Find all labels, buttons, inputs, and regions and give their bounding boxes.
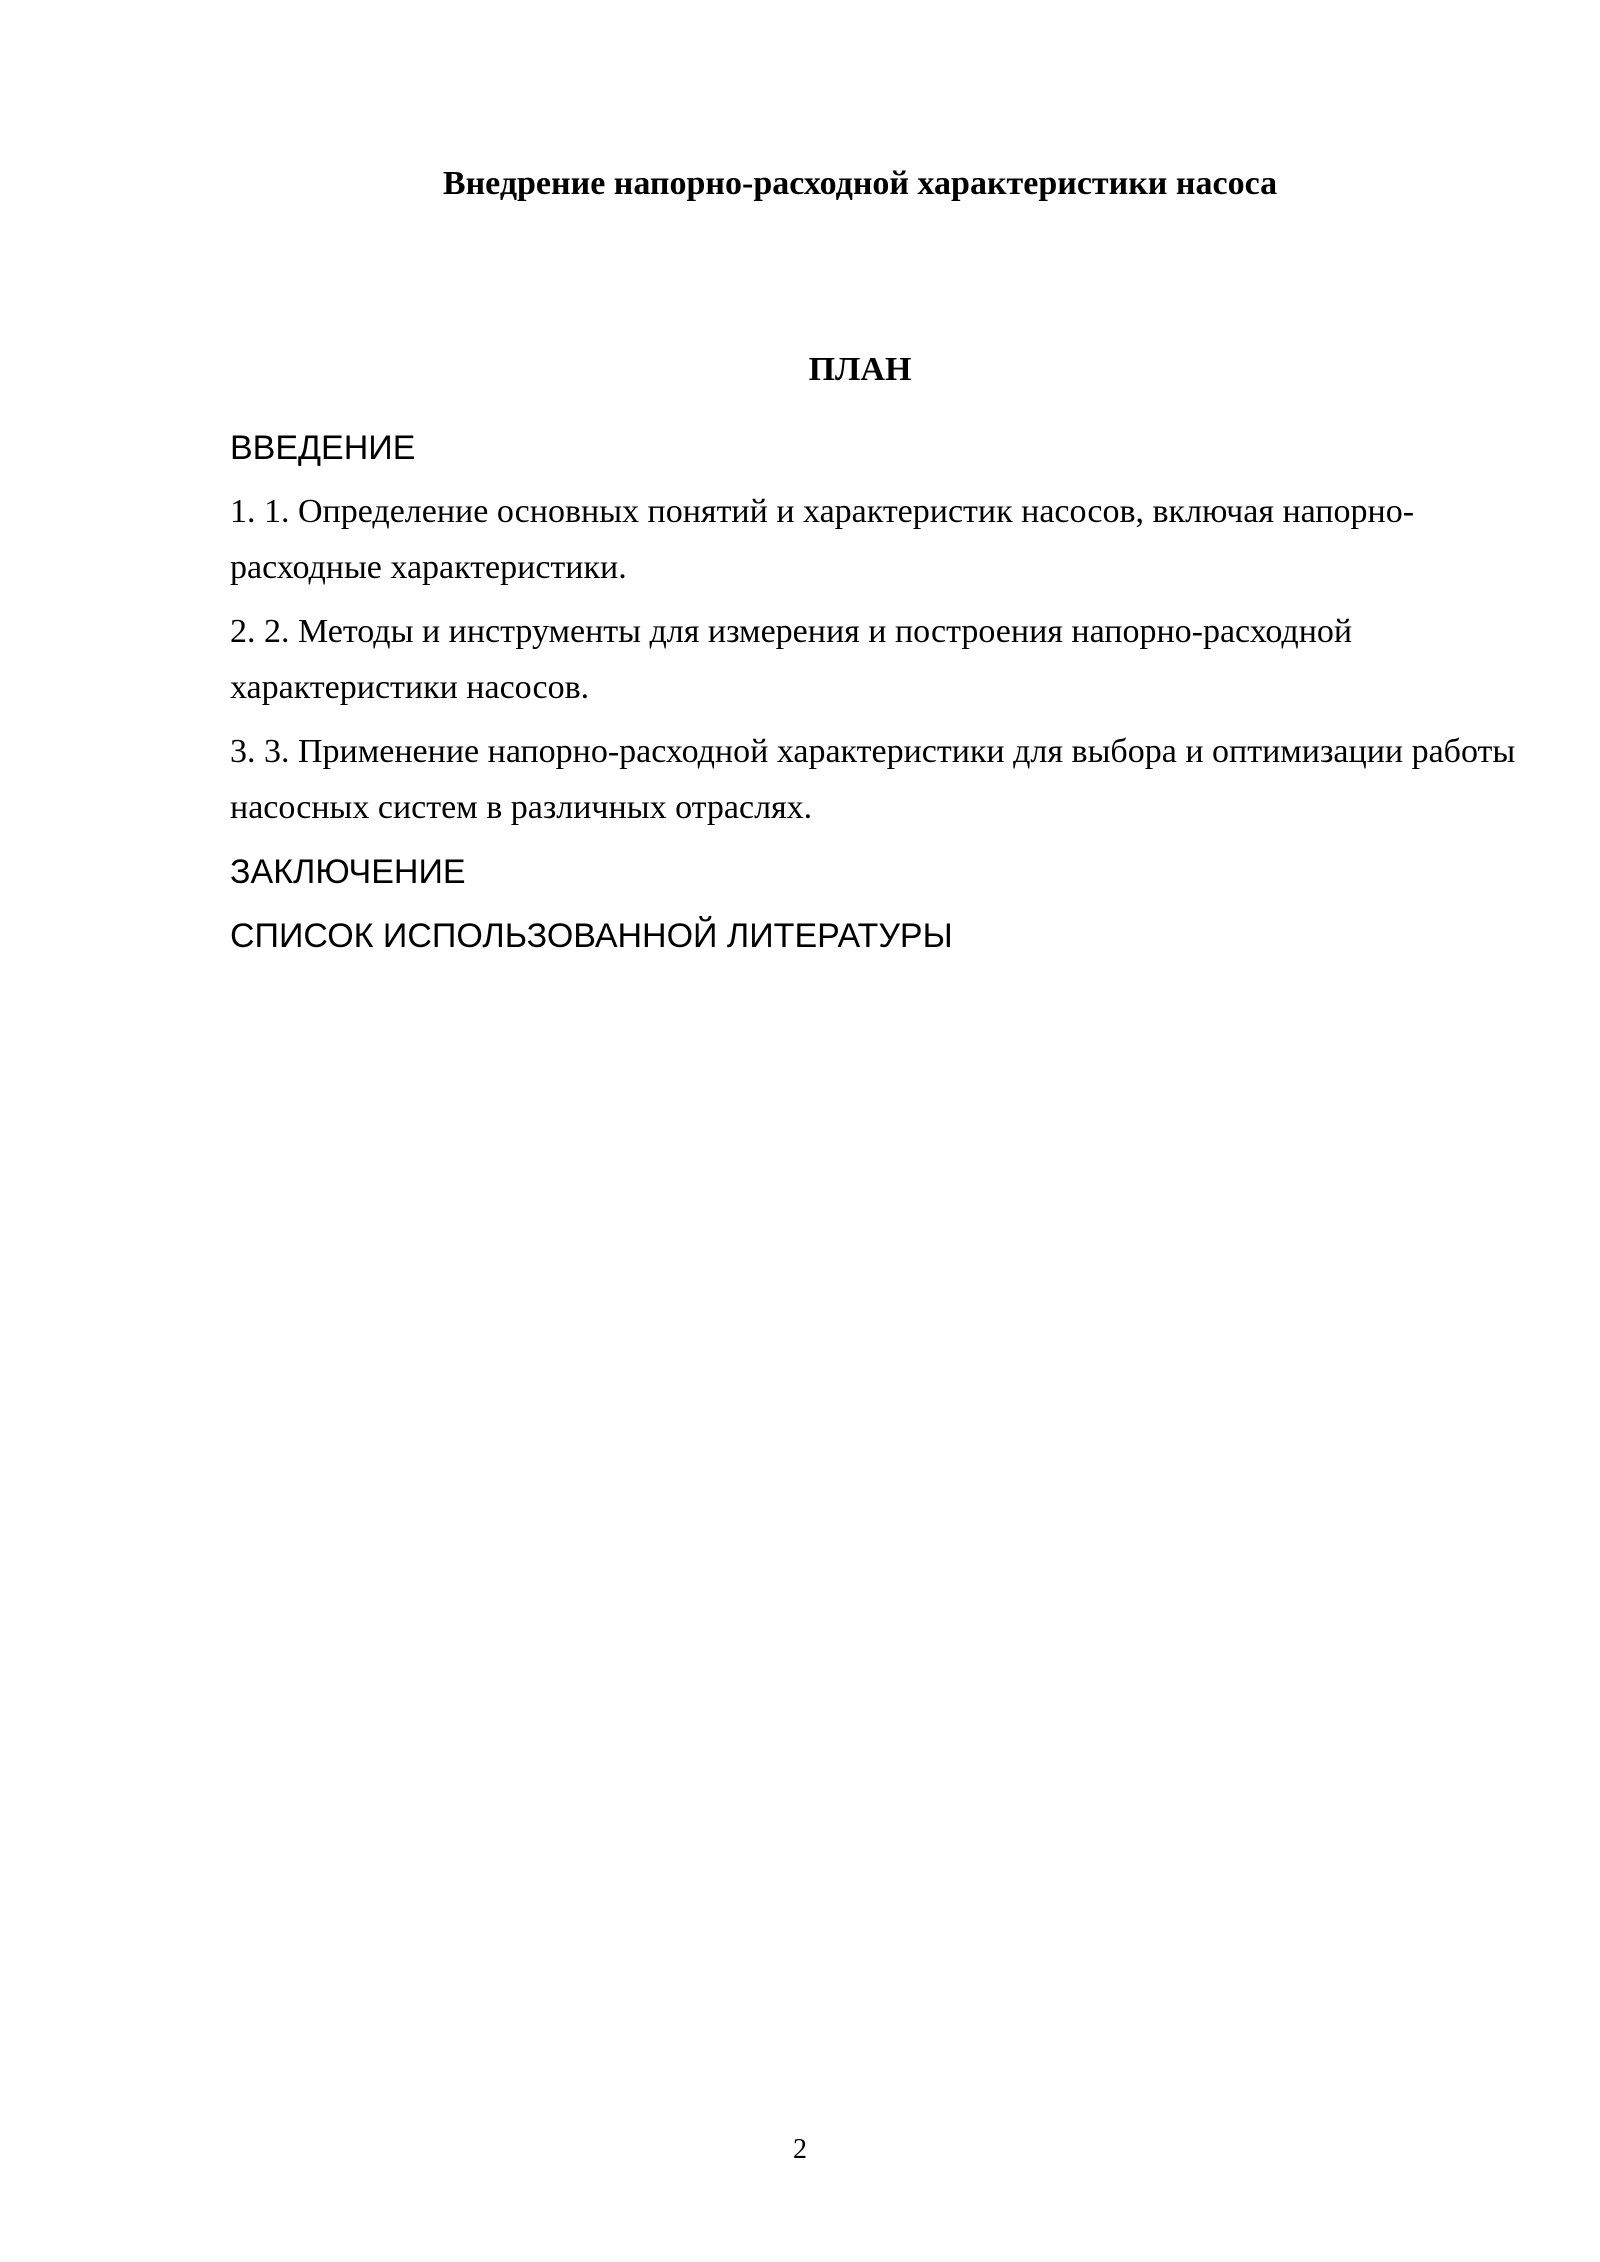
- document-title: Внедрение напорно-расходной характеристики насоса: [442, 165, 1278, 202]
- toc-item-conclusion: ЗАКЛЮЧЕНИЕ: [230, 853, 466, 891]
- toc-item-chapter-3: 3. 3. Применение напорно-расходной характеристики для выбора и оптимизации работы насосных систем в различных отраслях.: [230, 733, 1516, 826]
- page-number: 2: [793, 2134, 807, 2165]
- toc-item-chapter-2: 2. 2. Методы и инструменты для измерения и построения напорно-расходной характеристики насосов.: [230, 613, 1353, 706]
- toc-item-chapter-1: 1. 1. Определение основных понятий и характеристик насосов, включая напорно-расходные характеристики.: [230, 493, 1415, 586]
- table-of-contents: [230, 420, 1530, 972]
- toc-item-references: СПИСОК ИСПОЛЬЗОВАННОЙ ЛИТЕРАТУРЫ: [230, 917, 953, 955]
- plan-heading: ПЛАН: [808, 351, 912, 388]
- toc-item-introduction: ВВЕДЕНИЕ: [230, 429, 416, 467]
